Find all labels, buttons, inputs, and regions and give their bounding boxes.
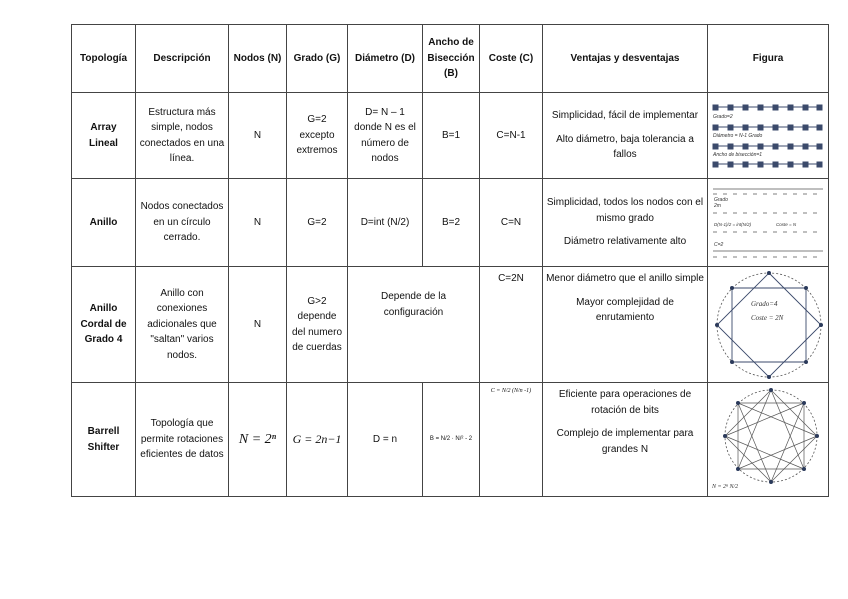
topology-name: Anillo Cordal de Grado 4	[72, 267, 136, 383]
degree: G>2 depende del numero de cuerdas	[287, 267, 348, 383]
figure-cell	[708, 93, 829, 179]
header-row	[72, 25, 829, 93]
advantage: Simplicidad, fácil de implementar	[551, 110, 699, 122]
pros-cons	[543, 179, 708, 267]
pros-cons	[543, 267, 708, 383]
description: Anillo con conexiones adicionales que "saltan" varios nodos.	[136, 267, 229, 383]
figure-cell	[708, 179, 829, 267]
svg-text:2m: 2m	[714, 202, 721, 209]
disadvantage: Diámetro relativamente alto	[563, 236, 687, 248]
svg-text:Coste = N: Coste = N	[776, 221, 797, 227]
degree: G=2	[287, 179, 348, 267]
degree: G=2 excepto extremos	[287, 93, 348, 179]
svg-text:N = 2ⁿ N/2: N = 2ⁿ N/2	[712, 483, 739, 490]
svg-text:Grado=4: Grado=4	[751, 299, 778, 308]
topology-name: Anillo	[72, 179, 136, 267]
linear-array-figure	[712, 101, 824, 171]
svg-text:Ancho de bisección=1: Ancho de bisección=1	[713, 151, 763, 158]
advantage: Simplicidad, todos los nodos con el mismo grado	[546, 197, 704, 224]
header-topologia: Topología	[72, 25, 136, 93]
table-row	[72, 383, 829, 497]
diameter: D= N – 1 donde N es el número de nodos	[348, 93, 423, 179]
disadvantage: Alto diámetro, baja tolerancia a fallos	[556, 133, 694, 161]
disadvantage: Complejo de implementar para grandes N	[556, 428, 694, 455]
description: Topología que permite rotaciones eficientes de datos	[136, 383, 229, 497]
figure-cell	[708, 383, 829, 497]
svg-text:C=2: C=2	[714, 241, 724, 248]
nodes: N	[229, 267, 287, 383]
svg-text:Grado=2: Grado=2	[713, 113, 733, 120]
topology-name: Barrell Shifter	[72, 383, 136, 497]
svg-text:Diámetro = N-1 Grado: Diámetro = N-1 Grado	[713, 132, 763, 139]
cost: C = N/2 (N/n -1)	[480, 383, 543, 497]
pros-cons	[543, 93, 708, 179]
svg-text:D(N-1)/2 = int(N/2): D(N-1)/2 = int(N/2)	[714, 221, 752, 227]
table-row	[72, 267, 829, 383]
header-grado: Grado (G)	[287, 25, 348, 93]
ring-figure	[712, 186, 824, 260]
svg-text:Coste = 2N: Coste = 2N	[751, 313, 784, 322]
header-coste: Coste (C)	[480, 25, 543, 93]
bisection: B = N/2 · N/² - 2	[423, 383, 480, 497]
diameter: D=int (N/2)	[348, 179, 423, 267]
cost: C=2N	[480, 267, 543, 383]
table-row	[72, 179, 829, 267]
barrel-shifter-figure	[711, 386, 827, 494]
disadvantage: Mayor complejidad de enrutamiento	[576, 296, 674, 323]
degree: G = 2n−1	[287, 383, 348, 497]
diameter: D = n	[348, 383, 423, 497]
svg-text:Grado: Grado	[714, 196, 728, 203]
chordal-ring-figure	[711, 270, 827, 380]
cost: C=N-1	[480, 93, 543, 179]
bisection: B=1	[423, 93, 480, 179]
nodes: N = 2ⁿ	[229, 383, 287, 497]
advantage: Eficiente para operaciones de rotación de bits	[558, 389, 692, 416]
topology-table	[71, 24, 829, 497]
header-diametro: Diámetro (D)	[348, 25, 423, 93]
header-ventajas: Ventajas y desventajas	[543, 25, 708, 93]
diameter-bisection: Depende de la configuración	[348, 267, 480, 383]
header-biseccion: Ancho de Bisección (B)	[423, 25, 480, 93]
table-row	[72, 93, 829, 179]
cost: C=N	[480, 179, 543, 267]
description: Estructura más simple, nodos conectados en una línea.	[136, 93, 229, 179]
header-descripcion: Descripción	[136, 25, 229, 93]
pros-cons	[543, 383, 708, 497]
topology-name: Array Lineal	[72, 93, 136, 179]
advantage: Menor diámetro que el anillo simple	[546, 273, 704, 284]
header-nodos: Nodos (N)	[229, 25, 287, 93]
description: Nodos conectados en un círculo cerrado.	[136, 179, 229, 267]
bisection: B=2	[423, 179, 480, 267]
nodes: N	[229, 93, 287, 179]
nodes: N	[229, 179, 287, 267]
figure-cell	[708, 267, 829, 383]
header-figura: Figura	[708, 25, 829, 93]
